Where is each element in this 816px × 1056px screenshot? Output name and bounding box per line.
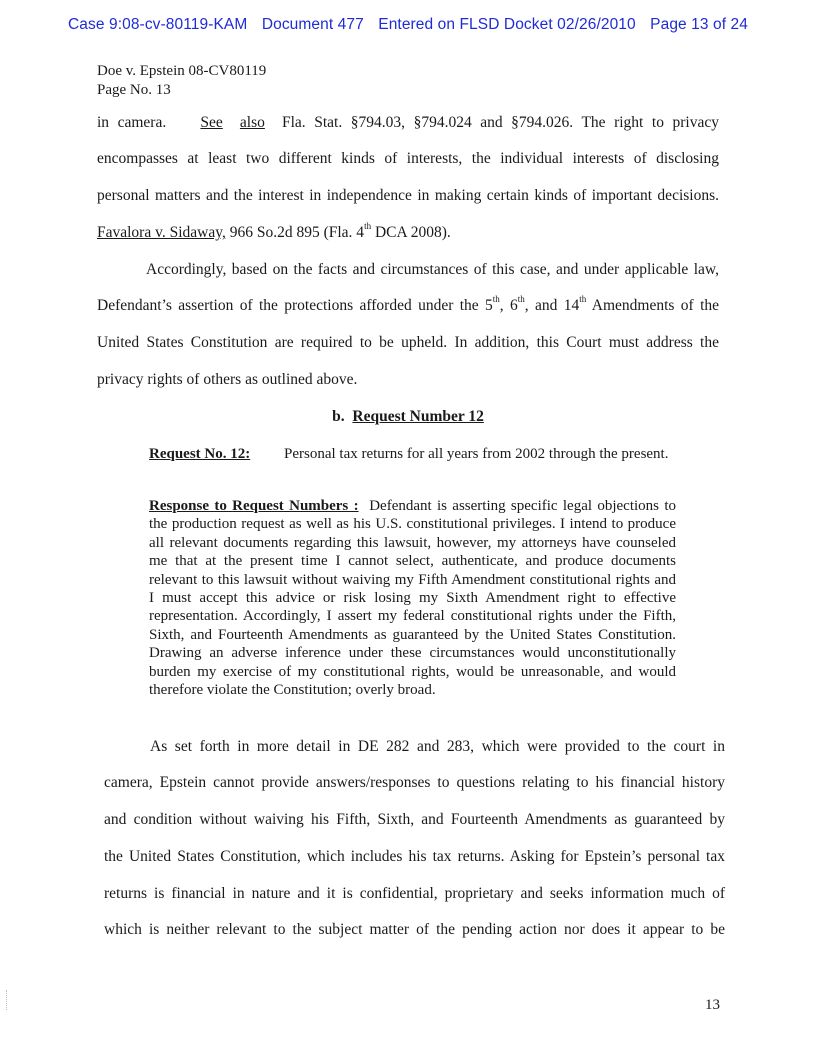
para1-line4: Favalora v. Sidaway, 966 So.2d 895 (Fla. 4th DCA 2008). (97, 221, 451, 241)
case-number: Case 9:08-cv-80119-KAM (68, 16, 248, 33)
document-number: Document 477 (261, 16, 364, 33)
case-citation: Favalora v. Sidaway, (97, 224, 226, 241)
section-heading (0, 408, 816, 426)
para2-line4: privacy rights of others as outlined above. (97, 371, 358, 388)
footer-page-number: 13 (705, 997, 720, 1013)
para3-line6: which is neither relevant to the subject matter of the pending action nor does it appear to be (104, 921, 725, 938)
section-letter: b. (332, 408, 345, 425)
para1-line1: in camera. See also Fla. Stat. §794.03, §794.024 and §794.026. The right to privacy (97, 114, 720, 131)
section-title: Request Number 12 (352, 408, 484, 425)
para2-line1: Accordingly, based on the facts and circumstances of this case, and under applicable law, (146, 261, 719, 278)
para3-line5: returns is financial in nature and it is confidential, proprietary and seeks information much of (104, 885, 725, 902)
see-signal: See (200, 114, 223, 131)
running-header (97, 62, 266, 100)
para1-line3: personal matters and the interest in independence in making certain kinds of important decisions. (97, 187, 719, 204)
case-caption: Doe v. Epstein 08-CV80119 (97, 63, 267, 79)
para3-line1: As set forth in more detail in DE 282 and 283, which were provided to the court in (150, 738, 725, 755)
para2-line2: Defendant’s assertion of the protections afforded under the 5th, 6th, and 14th Amendments of the (97, 294, 719, 314)
request-text: Personal tax returns for all years from 2002 through the present. (284, 446, 669, 462)
entered-on-docket: Entered on FLSD Docket 02/26/2010 (378, 16, 636, 33)
header-page-number: Page No. 13 (97, 82, 171, 98)
para1-line2: encompasses at least two different kinds of interests, the individual interests of disclosing (97, 150, 719, 167)
para3-line4: the United States Constitution, which includes his tax returns. Asking for Epstein’s personal tax (104, 848, 725, 865)
also-signal: also (239, 114, 265, 131)
docket-stamp (0, 16, 816, 34)
para2-line3: United States Constitution are required to be upheld. In addition, this Court must address the (97, 334, 719, 351)
response-block (149, 497, 676, 699)
response-text: Defendant is asserting specific legal objections to the production request as well as his U.S. constitutional privileges. I intend to produce all relevant documents regarding this lawsuit, however, my attorneys have counseled me that at the present time I cannot select, authenticate, and produce documents relevant to this lawsuit without waiving my Fifth Amendment constitutional rights and I must accept this advice or risk losing my Sixth Amendment right to effective representation. Accordingly, I assert my federal constitutional rights under the Fifth, Sixth, and Fourteenth Amendments as guaranteed by the United States Constitution. Drawing an adverse inference under these circumstances would unconstitutionally burden my exercise of my constitutional rights, would be unreasonable, and would therefore violate the Constitution; overly broad. (149, 498, 676, 699)
scan-artifact (6, 990, 8, 1010)
request-block (149, 445, 676, 463)
para3-line2: camera, Epstein cannot provide answers/responses to questions relating to his financial history (104, 774, 725, 791)
para3-line3: and condition without waiving his Fifth, Sixth, and Fourteenth Amendments as guaranteed by (104, 811, 725, 828)
request-label: Request No. 12: (149, 446, 251, 462)
response-label: Response to Request Numbers : (149, 498, 359, 514)
stamp-page: Page 13 of 24 (650, 16, 748, 33)
